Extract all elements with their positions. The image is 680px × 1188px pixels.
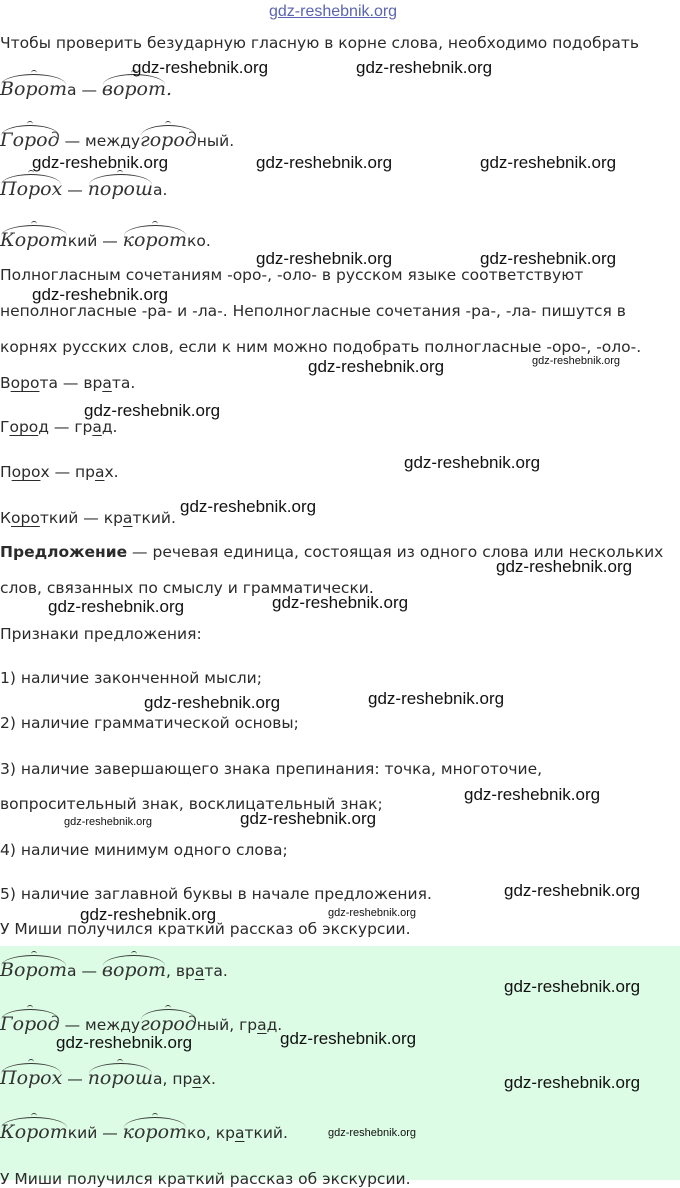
watermark-small: gdz-reshebnik.org bbox=[532, 355, 621, 367]
watermark: gdz-reshebnik.org bbox=[144, 693, 281, 712]
example-2: Город — междугородный. bbox=[0, 129, 235, 151]
sign-3-cont: вопросительный знак, восклицательный знак; bbox=[0, 795, 383, 813]
answer-2: Город — междугородный, град. bbox=[0, 1013, 283, 1035]
rule-line-3: корнях русских слов, если к ним можно подобрать полногласные -оро-, -оло-. bbox=[0, 338, 642, 356]
watermark: gdz-reshebnik.org bbox=[280, 1029, 417, 1048]
sign-2: 2) наличие грамматической основы; bbox=[0, 714, 299, 732]
watermark-small: gdz-reshebnik.org bbox=[328, 1127, 417, 1139]
example-1: Ворота — ворот. bbox=[0, 78, 173, 100]
pair-4: Короткий — краткий. bbox=[0, 509, 176, 527]
watermark-small: gdz-reshebnik.org bbox=[328, 907, 417, 919]
site-link[interactable]: gdz-reshebnik.org bbox=[269, 3, 398, 20]
watermark: gdz-reshebnik.org bbox=[32, 285, 169, 304]
watermark: gdz-reshebnik.org bbox=[56, 1033, 193, 1052]
watermark: gdz-reshebnik.org bbox=[48, 597, 185, 616]
rule-line-2: неполногласные -ра- и -ла-. Неполногласные сочетания -ра-, -ла- пишутся в bbox=[0, 302, 626, 320]
answer-4: Короткий — коротко, краткий. bbox=[0, 1121, 288, 1143]
rule-line-1: Полногласным сочетаниям -оро-, -оло- в русском языке соответствуют bbox=[0, 266, 584, 284]
watermark: gdz-reshebnik.org bbox=[240, 809, 377, 828]
answer-last-line: У Миши получился краткий рассказ об экскурсии. bbox=[0, 1170, 411, 1188]
watermark: gdz-reshebnik.org bbox=[80, 905, 217, 924]
watermark: gdz-reshebnik.org bbox=[132, 58, 269, 77]
watermark: gdz-reshebnik.org bbox=[84, 401, 221, 420]
sign-1: 1) наличие законченной мысли; bbox=[0, 669, 262, 687]
watermark: gdz-reshebnik.org bbox=[504, 881, 641, 900]
pair-2: Город — град. bbox=[0, 418, 118, 436]
answer-3: Порох — пороша, прах. bbox=[0, 1067, 216, 1089]
answer-1: Ворота — ворот, врата. bbox=[0, 959, 228, 981]
sign-3: 3) наличие завершающего знака препинания: точка, многоточие, bbox=[0, 760, 543, 778]
pair-3: Порох — прах. bbox=[0, 463, 119, 481]
watermark: gdz-reshebnik.org bbox=[356, 58, 493, 77]
sign-5: 5) наличие заглавной буквы в начале предложения. bbox=[0, 885, 432, 903]
example-3: Порох — пороша. bbox=[0, 178, 168, 200]
watermark: gdz-reshebnik.org bbox=[308, 357, 445, 376]
watermark: gdz-reshebnik.org bbox=[404, 453, 541, 472]
watermark: gdz-reshebnik.org bbox=[464, 785, 601, 804]
watermark: gdz-reshebnik.org bbox=[504, 977, 641, 996]
watermark: gdz-reshebnik.org bbox=[256, 153, 393, 172]
watermark: gdz-reshebnik.org bbox=[368, 689, 505, 708]
sign-4: 4) наличие минимум одного слова; bbox=[0, 841, 288, 859]
watermark: gdz-reshebnik.org bbox=[32, 153, 169, 172]
watermark: gdz-reshebnik.org bbox=[272, 593, 409, 612]
definition-line-1: Предложение — речевая единица, состоящая из одного слова или нескольких bbox=[0, 543, 664, 561]
pair-1: Ворота — врата. bbox=[0, 374, 136, 392]
definition-term: Предложение bbox=[0, 543, 128, 561]
watermark-small: gdz-reshebnik.org bbox=[64, 816, 153, 828]
example-4: Короткий — коротко. bbox=[0, 229, 211, 251]
definition-line-2: слов, связанных по смыслу и грамматически. bbox=[0, 579, 374, 597]
watermark: gdz-reshebnik.org bbox=[480, 249, 617, 268]
watermark: gdz-reshebnik.org bbox=[256, 249, 393, 268]
watermark: gdz-reshebnik.org bbox=[496, 557, 633, 576]
story-line: У Миши получился краткий рассказ об экскурсии. bbox=[0, 920, 411, 938]
watermark: gdz-reshebnik.org bbox=[504, 1073, 641, 1092]
watermark: gdz-reshebnik.org bbox=[180, 497, 317, 516]
intro-text: Чтобы проверить безударную гласную в корне слова, необходимо подобрать bbox=[0, 34, 640, 52]
signs-title: Признаки предложения: bbox=[0, 625, 202, 643]
watermark: gdz-reshebnik.org bbox=[480, 153, 617, 172]
